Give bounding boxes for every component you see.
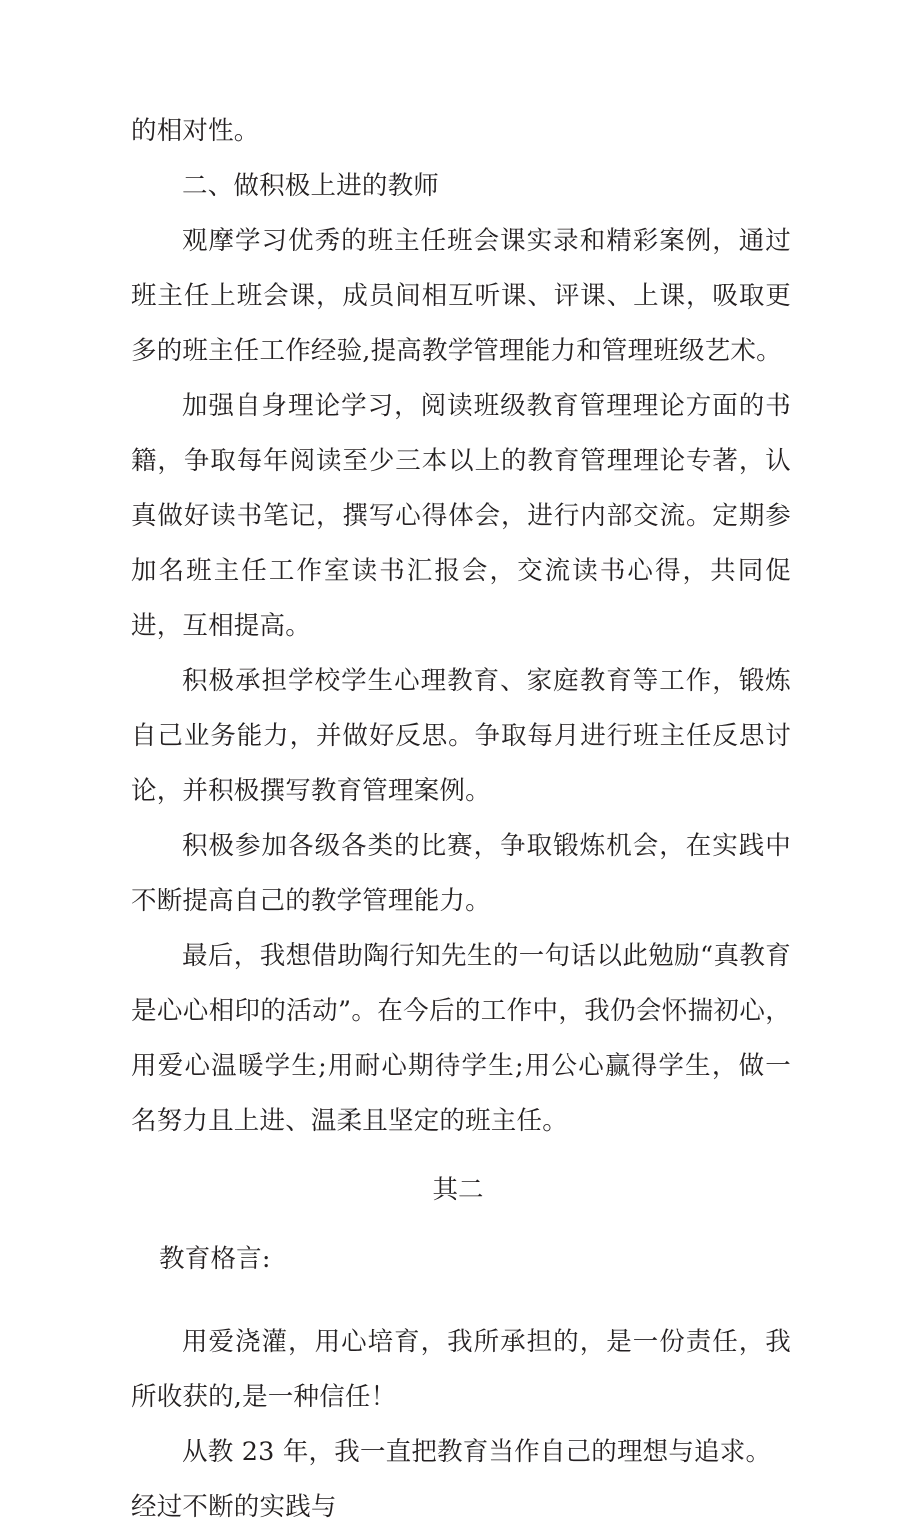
spacer-before-part-two <box>131 1149 791 1163</box>
spacer-before-motto <box>131 1287 791 1315</box>
paragraph-motto-label: 教育格言: <box>159 1244 271 1274</box>
document-text-body <box>131 104 791 1535</box>
paragraph-psych-education: 积极承担学校学生心理教育、家庭教育等工作，锻炼自己业务能力，并做好反思。争取每月进行班主任反思讨论，并积极撰写教育管理案例。 <box>131 666 791 806</box>
paragraph-motto-text: 用爱浇灌，用心培育，我所承担的，是一份责任，我所收获的,是一种信任！ <box>131 1327 791 1412</box>
paragraph-continuation: 的相对性。 <box>131 116 260 146</box>
paragraph-theory-study: 加强自身理论学习，阅读班级教育管理理论方面的书籍，争取每年阅读至少三本以上的教育管理理论专著，认真做好读书笔记，撰写心得体会，进行内部交流。定期参加名班主任工作室读书汇报会，交流读书心得，共同促进，互相提高。 <box>131 391 791 641</box>
paragraph-competitions: 积极参加各级各类的比赛，争取锻炼机会，在实践中不断提高自己的教学管理能力。 <box>131 831 791 916</box>
paragraph-observe-learn: 观摩学习优秀的班主任班会课实录和精彩案例，通过班主任上班会课，成员间相互听课、评课、上课，吸取更多的班主任工作经验,提高教学管理能力和管理班级艺术。 <box>131 226 791 366</box>
paragraph-23-years: 从教 23 年，我一直把教育当作自己的理想与追求。经过不断的实践与 <box>131 1437 772 1522</box>
paragraph-tao-xingzhi-quote: 最后，我想借助陶行知先生的一句话以此勉励“真教育是心心相印的活动”。在今后的工作中，我仍会怀揣初心，用爱心温暖学生;用耐心期待学生;用公心赢得学生，做一名努力且上进、温柔且坚定的班主任。 <box>131 941 791 1136</box>
heading-section-two: 二、做积极上进的教师 <box>182 171 440 201</box>
heading-part-two: 其二 <box>432 1175 484 1205</box>
spacer-after-part-two <box>131 1218 791 1232</box>
